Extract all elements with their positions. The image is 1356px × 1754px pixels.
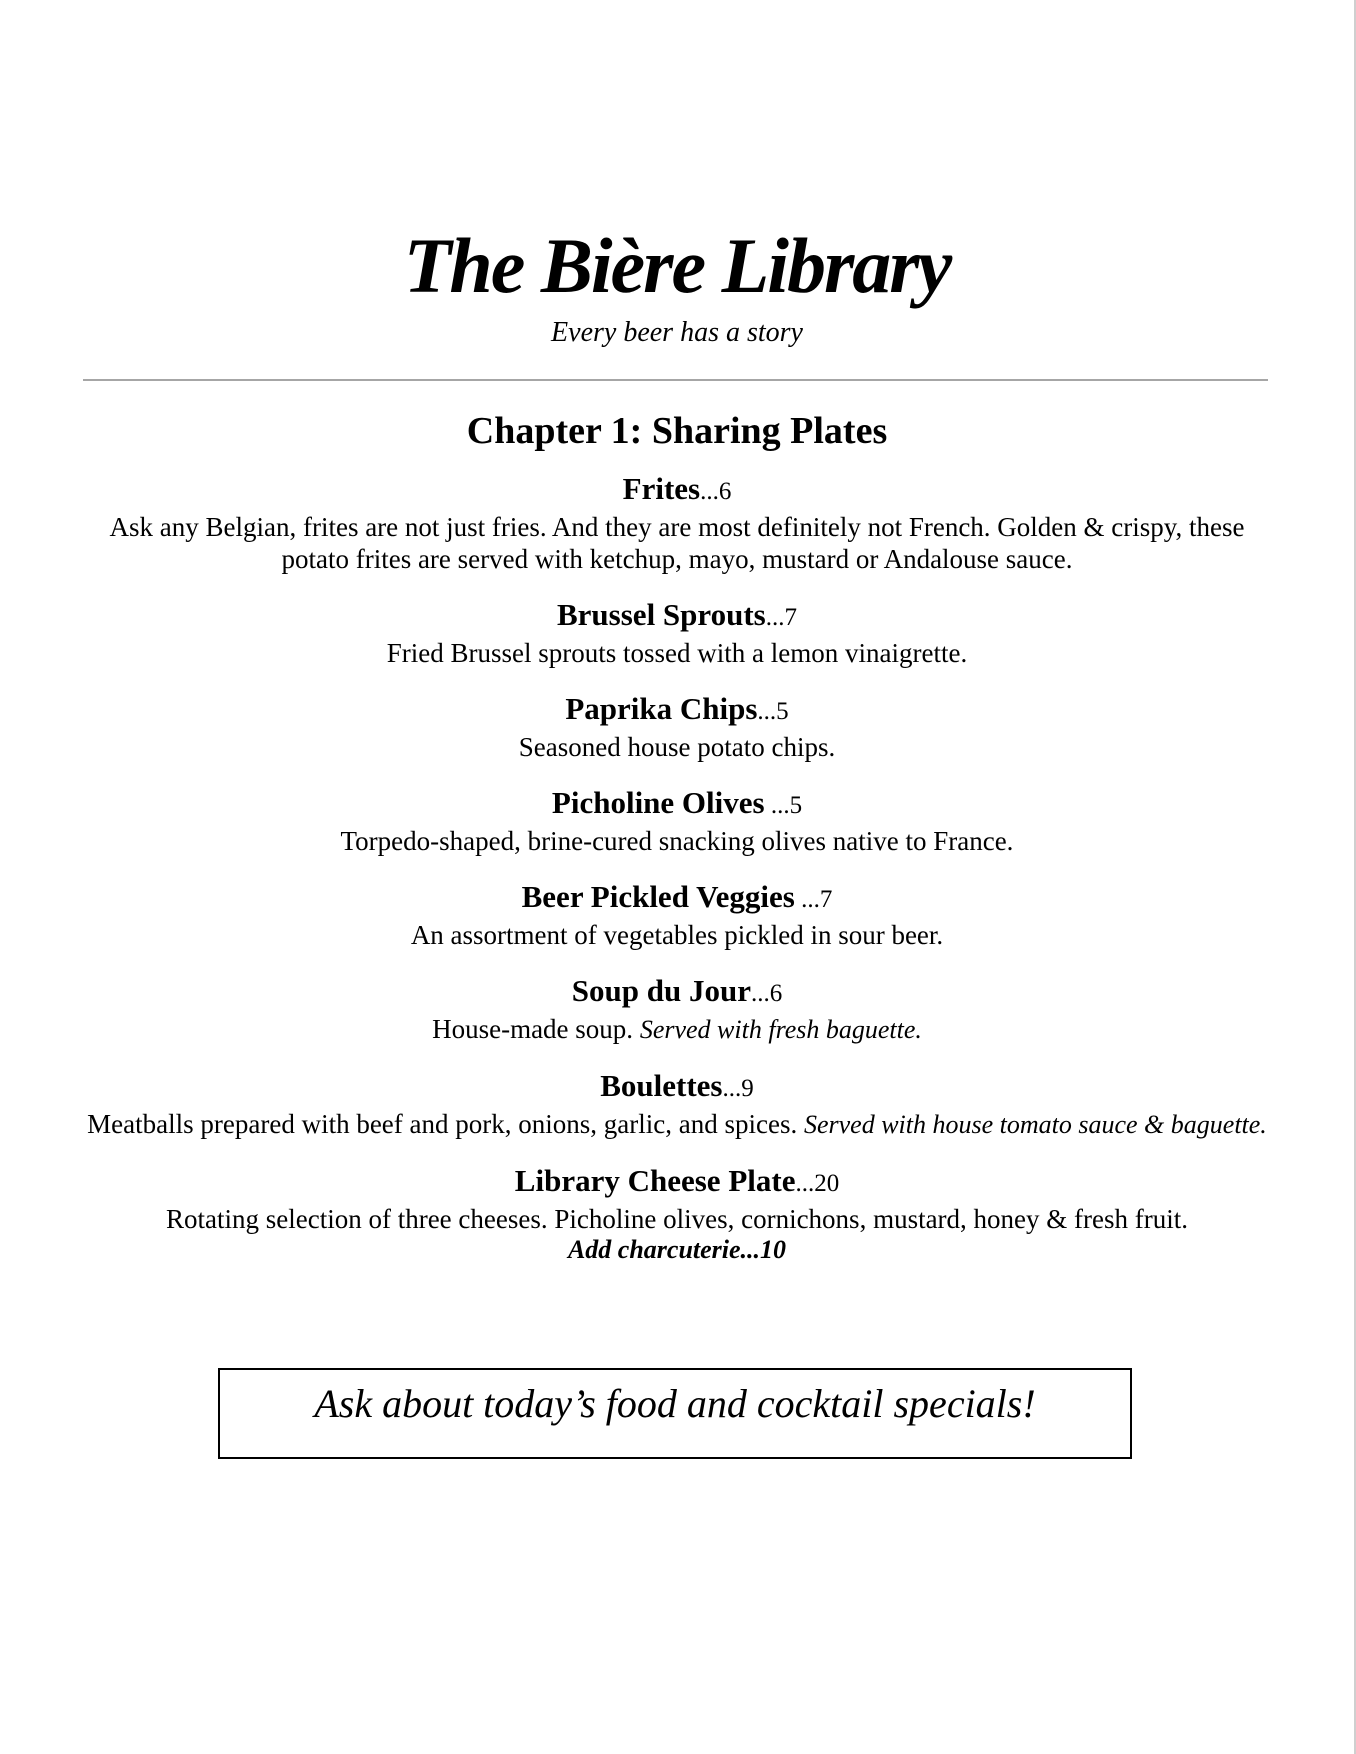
menu-item-frites (80, 470, 1274, 575)
menu-item-description-text: Meatballs prepared with beef and pork, onions, garlic, and spices. (87, 1109, 804, 1139)
menu-item-boulettes (80, 1067, 1274, 1141)
menu-item-header (80, 1067, 1274, 1108)
menu-item-header (80, 690, 1274, 731)
menu-item-serving-note: Served with fresh baguette. (639, 1015, 922, 1044)
menu-item-description (80, 1108, 1274, 1141)
menu-item-name: Frites (622, 471, 701, 506)
section-title: Chapter 1: Sharing Plates (466, 410, 888, 452)
menu-item-name: Soup du Jour (571, 973, 751, 1008)
menu-item-price: ...5 (764, 792, 803, 819)
menu-item-price: ...9 (722, 1075, 754, 1102)
menu-item-price: ...6 (750, 980, 783, 1007)
menu-item-library-cheese-plate (80, 1162, 1274, 1265)
menu-item-addon: Add charcuterie...10 (567, 1235, 787, 1264)
menu-item-paprika-chips (80, 690, 1274, 763)
menu-item-description: An assortment of vegetables pickled in sour beer. (410, 920, 944, 950)
menu-item-price: ...7 (765, 604, 797, 631)
menu-item-name: Beer Pickled Veggies (521, 879, 795, 914)
menu-item-price: ...20 (795, 1170, 840, 1197)
header-divider (83, 379, 1268, 381)
menu-item-description: Seasoned house potato chips. (518, 732, 836, 762)
menu-item-price: ...6 (700, 478, 732, 505)
menu-item-serving-note: Served with house tomato sauce & baguette. (803, 1110, 1267, 1139)
tagline: Every beer has a story (551, 317, 803, 348)
menu-item-name: Boulettes (600, 1068, 723, 1103)
menu-item-header (80, 972, 1274, 1013)
menu-item-name: Paprika Chips (565, 691, 758, 726)
menu-item-description (80, 1013, 1274, 1046)
menu-item-description: Torpedo-shaped, brine-cured snacking olives native to France. (340, 826, 1014, 856)
menu-item-beer-pickled-veggies (80, 878, 1274, 951)
menu-item-header (80, 784, 1274, 825)
menu-item-name: Brussel Sprouts (557, 597, 766, 632)
menu-item-name: Picholine Olives (551, 785, 765, 820)
menu-item-picholine-olives (80, 784, 1274, 857)
restaurant-title: The Bière Library (403, 222, 951, 309)
menu-item-header (80, 596, 1274, 637)
menu-item-name: Library Cheese Plate (514, 1163, 796, 1198)
menu-item-description-text: House-made soup. (432, 1014, 640, 1044)
menu-item-price: ...5 (757, 698, 789, 725)
menu-item-header (80, 1162, 1274, 1203)
menu-item-header (80, 878, 1274, 919)
menu-item-header (80, 470, 1274, 511)
menu-item-description: Rotating selection of three cheeses. Picholine olives, cornichons, mustard, honey & fresh fruit. (166, 1204, 1188, 1234)
menu-item-brussel-sprouts (80, 596, 1274, 669)
menu-item-description: Ask any Belgian, frites are not just fries. And they are most definitely not French. Golden & crispy, these potato frites are served with ketchup, mayo, mustard or Andalouse sauce. (109, 512, 1245, 574)
menu-item-description: Fried Brussel sprouts tossed with a lemon vinaigrette. (386, 638, 968, 668)
menu-item-list (80, 470, 1274, 1286)
menu-item-price: ...7 (794, 886, 833, 913)
menu-item-soup-du-jour (80, 972, 1274, 1046)
specials-callout: Ask about today’s food and cocktail specials! (218, 1368, 1132, 1459)
